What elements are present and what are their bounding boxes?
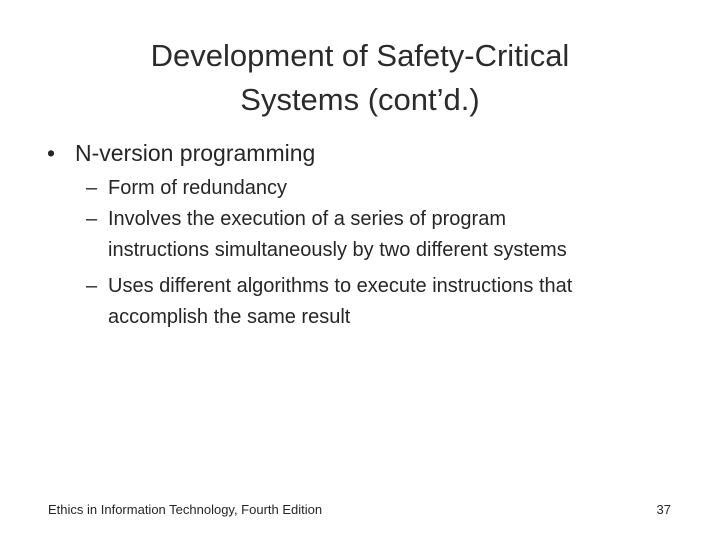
bullet-icon: • <box>47 140 56 166</box>
dash-icon: – <box>86 275 98 297</box>
sub-bullet-text: Uses different algorithms to execute instructions that <box>108 275 573 297</box>
sub-bullet-text: instructions simultaneously by two different systems <box>108 239 567 261</box>
slide-title-line-1: Development of Safety-Critical <box>150 38 570 73</box>
slide-title-line-2: Systems (cont’d.) <box>240 82 480 117</box>
slide-title <box>60 34 660 122</box>
dash-icon: – <box>86 177 98 199</box>
sub-bullet-text: Form of redundancy <box>108 177 287 199</box>
sub-bullet-text: Involves the execution of a series of program <box>108 208 506 230</box>
bullet-text: N-version programming <box>75 140 316 166</box>
dash-icon: – <box>86 208 98 230</box>
page-number: 37 <box>656 502 671 517</box>
sub-bullet-text: accomplish the same result <box>108 306 351 328</box>
footer-text: Ethics in Information Technology, Fourth Edition <box>48 502 323 517</box>
